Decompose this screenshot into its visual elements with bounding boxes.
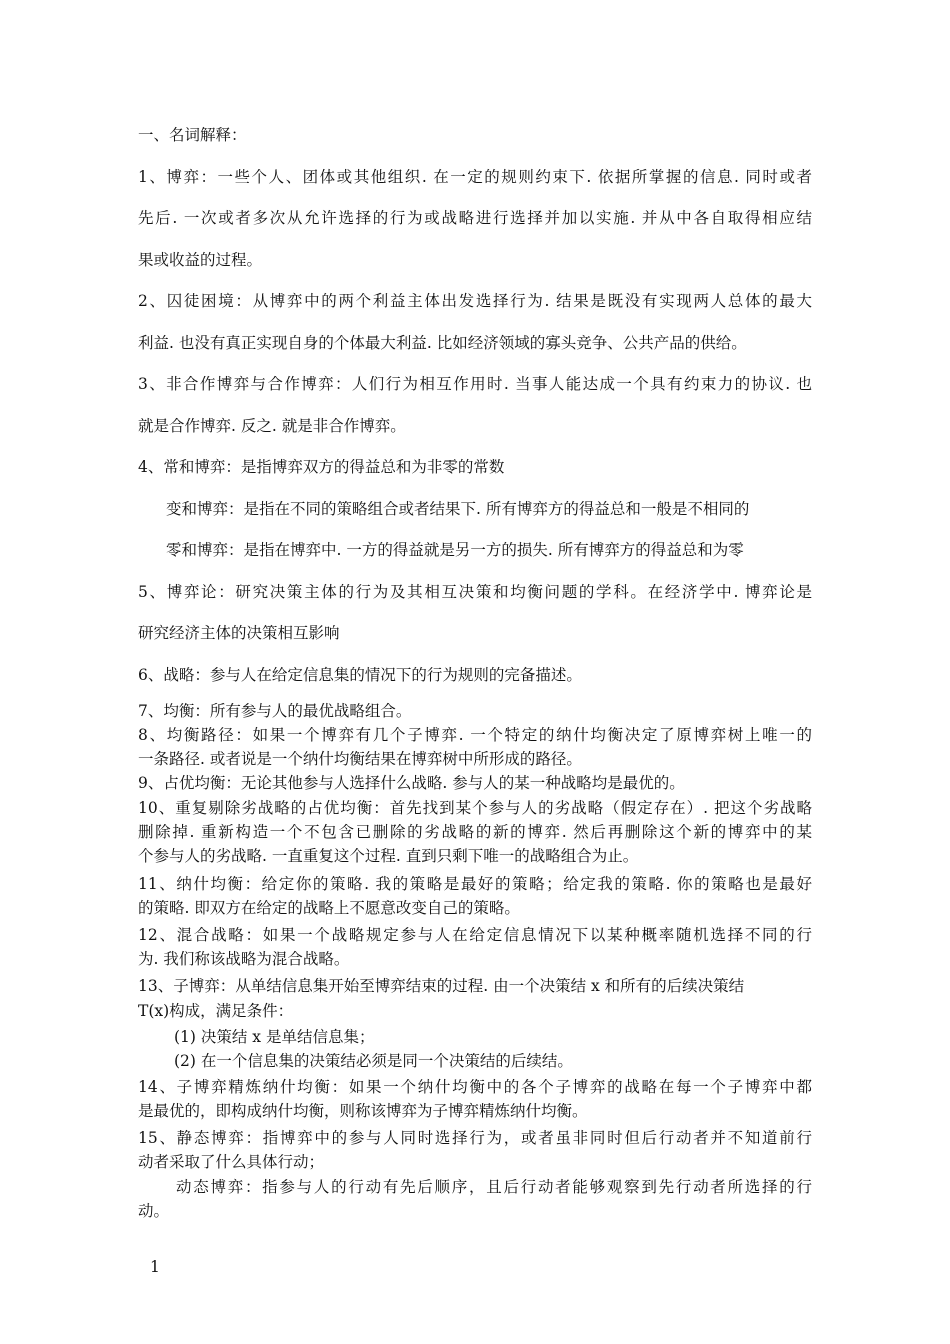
text-line: 14、子博弈精炼纳什均衡：如果一个纳什均衡中的各个子博弈的战略在每一个子博弈中都 <box>138 1078 812 1096</box>
text-line: 8、均衡路径：如果一个博弈有几个子博弈. 一个特定的纳什均衡决定了原博弈树上唯一的 <box>138 726 812 744</box>
text-line: 7、均衡：所有参与人的最优战略组合。 <box>138 702 412 720</box>
text-line: 5、博弈论：研究决策主体的行为及其相互决策和均衡问题的学科。在经济学中. 博弈论是 <box>138 583 812 601</box>
text-line: 一条路径. 或者说是一个纳什均衡结果在博弈树中所形成的路径。 <box>138 750 582 768</box>
text-line: 删除掉. 重新构造一个不包含已删除的劣战略的新的博弈. 然后再删除这个新的博弈中的某 <box>138 823 812 841</box>
text-line: 3、非合作博弈与合作博弈：人们行为相互作用时. 当事人能达成一个具有约束力的协议. 也 <box>138 375 812 393</box>
text-line: 9、占优均衡：无论其他参与人选择什么战略. 参与人的某一种战略均是最优的。 <box>138 774 685 792</box>
text-line: 10、重复剔除劣战略的占优均衡：首先找到某个参与人的劣战略（假定存在）. 把这个劣战略 <box>138 799 812 817</box>
text-line: 的策略. 即双方在给定的战略上不愿意改变自己的策略。 <box>138 899 520 917</box>
list-item: (1) 决策结 x 是单结信息集； <box>174 1028 375 1046</box>
text-line: 动。 <box>138 1202 170 1220</box>
text-line: 11、纳什均衡：给定你的策略. 我的策略是最好的策略；给定我的策略. 你的策略也是最好 <box>138 875 812 893</box>
text-line: 15、静态博弈：指博弈中的参与人同时选择行为，或者虽非同时但后行动者并不知道前行 <box>138 1129 812 1147</box>
text-line: 为. 我们称该战略为混合战略。 <box>138 950 350 968</box>
text-line: 就是合作博弈. 反之. 就是非合作博弈。 <box>138 417 406 435</box>
text-line: 零和博弈：是指在博弈中. 一方的得益就是另一方的损失. 所有博弈方的得益总和为零 <box>166 541 744 559</box>
text-line: 12、混合战略：如果一个战略规定参与人在给定信息情况下以某种概率随机选择不同的行 <box>138 926 812 944</box>
text-line: 动者采取了什么具体行动； <box>138 1153 325 1171</box>
text-line: 是最优的，即构成纳什均衡，则称该博弈为子博弈精炼纳什均衡。 <box>138 1102 588 1120</box>
page-number: 1 <box>150 1258 160 1276</box>
text-line: 6、战略：参与人在给定信息集的情况下的行为规则的完备描述。 <box>138 666 582 684</box>
text-line: 1、博弈：一些个人、团体或其他组织. 在一定的规则约束下. 依据所掌握的信息. 同时或者 <box>138 168 812 186</box>
text-line: 2、囚徒困境：从博弈中的两个利益主体出发选择行为. 结果是既没有实现两人总体的最大 <box>138 292 812 310</box>
section-heading: 一、名词解释： <box>138 126 247 144</box>
list-item: (2) 在一个信息集的决策结必须是同一个决策结的后续结。 <box>174 1052 573 1070</box>
text-line: 利益. 也没有真正实现自身的个体最大利益. 比如经济领域的寡头竞争、公共产品的供给。 <box>138 334 747 352</box>
text-line: 研究经济主体的决策相互影响 <box>138 624 340 642</box>
text-line: 果或收益的过程。 <box>138 251 263 269</box>
text-line: T(x)构成，满足条件： <box>138 1002 294 1020</box>
text-line: 先后. 一次或者多次从允许选择的行为或战略进行选择并加以实施. 并从中各自取得相应结 <box>138 209 812 227</box>
text-line: 13、子博弈：从单结信息集开始至博弈结束的过程. 由一个决策结 x 和所有的后续决策结 <box>138 977 745 995</box>
text-line: 个参与人的劣战略. 一直重复这个过程. 直到只剩下唯一的战略组合为止。 <box>138 847 639 865</box>
text-line: 变和博弈：是指在不同的策略组合或者结果下. 所有博弈方的得益总和一般是不相同的 <box>166 500 750 518</box>
text-line: 动态博弈：指参与人的行动有先后顺序，且后行动者能够观察到先行动者所选择的行 <box>176 1178 812 1196</box>
text-line: 4、常和博弈：是指博弈双方的得益总和为非零的常数 <box>138 458 505 476</box>
